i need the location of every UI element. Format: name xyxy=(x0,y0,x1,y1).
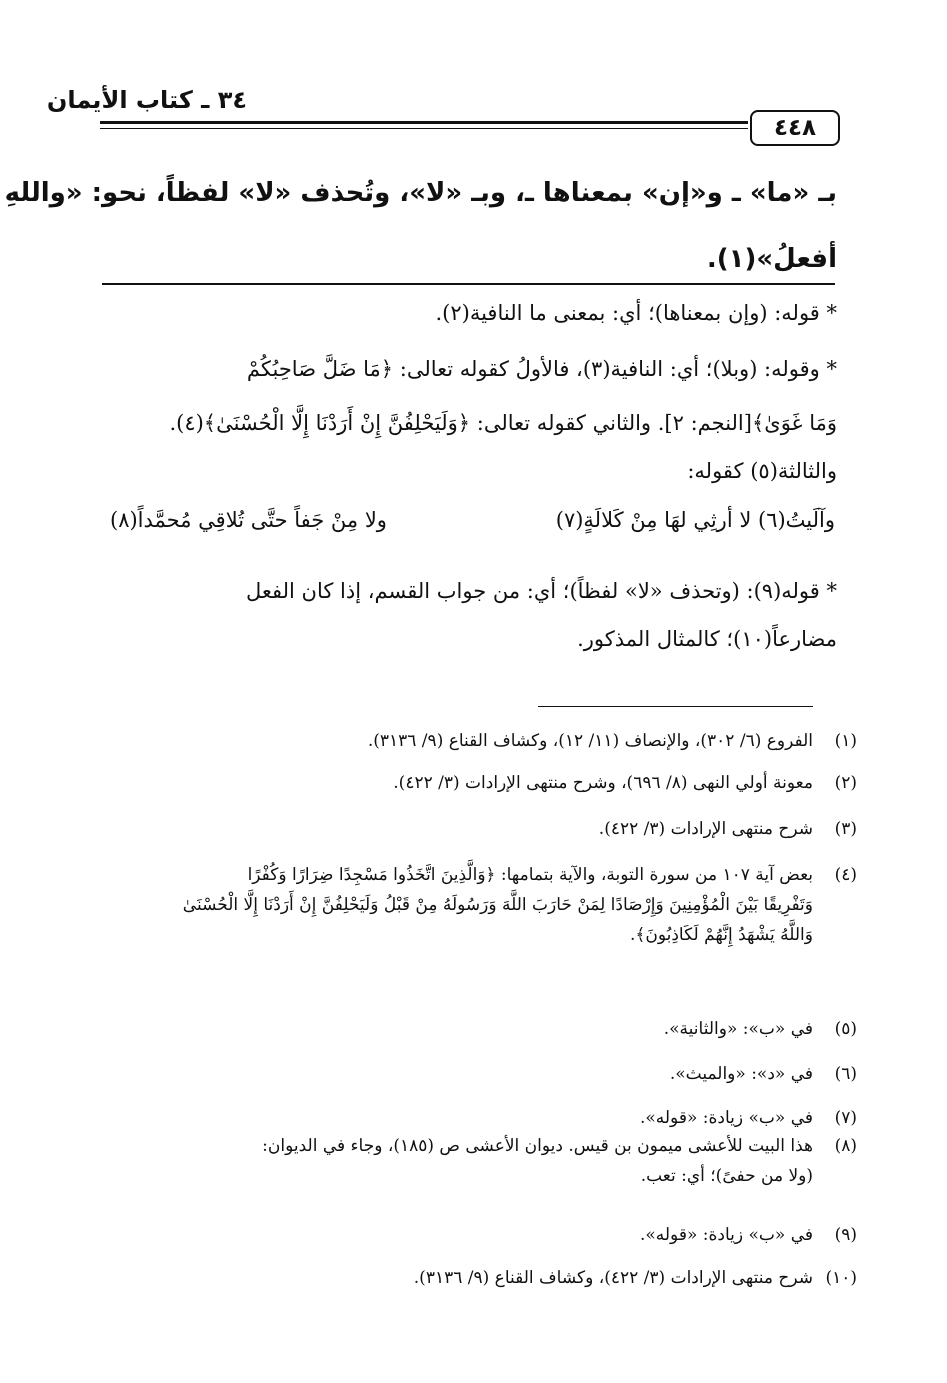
commentary-2-line-3: والثالثة(٥) كقوله: xyxy=(687,459,837,483)
footnote-3 xyxy=(102,814,857,844)
footnote-1 xyxy=(102,726,857,756)
chapter-title: ٣٤ ـ كتاب الأيمان xyxy=(46,86,247,114)
header-rule-thick xyxy=(100,121,748,124)
footnote-separator xyxy=(538,706,813,707)
footnote-line: في «د»: «والميث». xyxy=(669,1064,813,1084)
footnote-number: (٨) xyxy=(834,1136,857,1156)
footnote-line: بعض آية ١٠٧ من سورة التوبة، والآية بتمامها: ﴿وَالَّذِينَ اتَّخَذُوا مَسْجِدًا ضِرَارًا وَكُفْرًا xyxy=(247,865,813,885)
commentary-3-line-1: * قوله(٩): (وتحذف «لا» لفظاً)؛ أي: من جواب القسم، إذا كان الفعل xyxy=(245,579,837,603)
footnote-line: شرح منتهى الإرادات (٣/ ٤٢٢). xyxy=(598,819,813,839)
footnote-line: الفروع (٦/ ٣٠٢)، والإنصاف (١١/ ١٢)، وكشاف القناع (٩/ ٣١٣٦). xyxy=(367,731,813,751)
footnote-line: هذا البيت للأعشى ميمون بن قيس. ديوان الأعشى ص (١٨٥)، وجاء في الديوان: xyxy=(262,1136,813,1156)
footnote-number: (١) xyxy=(834,731,857,751)
footnote-number: (٣) xyxy=(834,819,857,839)
footnote-2 xyxy=(102,768,857,798)
footnote-number: (٧) xyxy=(834,1108,857,1128)
verse-second-hemistich: ولا مِنْ جَفاً حتَّى تُلاقِي مُحمَّداً(٨) xyxy=(110,508,387,532)
footnote-line: معونة أولي النهى (٨/ ٦٩٦)، وشرح منتهى الإرادات (٣/ ٤٢٢). xyxy=(393,773,813,793)
footnote-line: شرح منتهى الإرادات (٣/ ٤٢٢)، وكشاف القناع (٩/ ٣١٣٦). xyxy=(413,1268,813,1288)
footnote-5 xyxy=(102,1014,857,1044)
footnote-number: (٢) xyxy=(834,773,857,793)
main-text-line-2: أفعلُ»(١). xyxy=(706,244,837,274)
commentary-2-line-2: وَمَا غَوَىٰ﴾[النجم: ٢]. والثاني كقوله تعالى: ﴿وَلَيَحْلِفُنَّ إِنْ أَرَدْنَا إِلَّا الْحُسْنَىٰ﴾(٤). xyxy=(169,411,837,435)
footnote-7 xyxy=(102,1103,857,1133)
footnote-9 xyxy=(102,1220,857,1250)
footnote-line: وَاللَّهُ يَشْهَدُ إِنَّهُمْ لَكَاذِبُونَ﴾. xyxy=(629,925,813,945)
footnote-number: (١٠) xyxy=(825,1268,857,1288)
main-text xyxy=(4,160,837,292)
footnote-line: (ولا من حفىً)؛ أي: تعب. xyxy=(640,1166,813,1186)
footnote-number: (٤) xyxy=(834,865,857,885)
footnote-6 xyxy=(102,1059,857,1089)
commentary-2-line-1: * وقوله: (وبلا)؛ أي: النافية(٣)، فالأولُ كقوله تعالى: ﴿مَا ضَلَّ صَاحِبُكُمْ xyxy=(246,357,837,381)
footnote-line: في «ب» زيادة: «قوله». xyxy=(639,1225,813,1245)
commentary-3-line-2: مضارعاً(١٠)؛ كالمثال المذكور. xyxy=(577,627,837,651)
footnote-4 xyxy=(102,860,857,950)
footnote-line: في «ب»: «والثانية». xyxy=(663,1019,813,1039)
footnote-line: في «ب» زيادة: «قوله». xyxy=(639,1108,813,1128)
page-number-box: ٤٤٨ xyxy=(750,110,840,146)
footnote-10 xyxy=(102,1263,857,1293)
header-rule-thin xyxy=(100,128,748,129)
footnote-number: (٦) xyxy=(834,1064,857,1084)
footnote-8 xyxy=(102,1131,857,1191)
footnote-number: (٥) xyxy=(834,1019,857,1039)
verse-first-hemistich: وآلَيتُ(٦) لا أرثِي لهَا مِنْ كَلالَةٍ(٧) xyxy=(555,508,835,532)
main-separator xyxy=(102,283,835,285)
commentary-1: * قوله: (وإن بمعناها)؛ أي: بمعنى ما النافية(٢). xyxy=(435,301,837,325)
main-text-line-1: بـ «ما» ـ و«إن» بمعناها ـ، وبـ «لا»، وتُحذف «لا» لفظاً، نحو: «واللهِ xyxy=(4,178,837,208)
footnote-line: وَتَفْرِيقًا بَيْنَ الْمُؤْمِنِينَ وَإِرْصَادًا لِمَنْ حَارَبَ اللَّهَ وَرَسُولَهُ مِنْ قَبْلُ وَلَيَحْلِفُنَّ إِنْ أَرَدْنَا إِلَّا الْحُسْنَىٰ xyxy=(182,895,813,915)
footnote-number: (٩) xyxy=(834,1225,857,1245)
